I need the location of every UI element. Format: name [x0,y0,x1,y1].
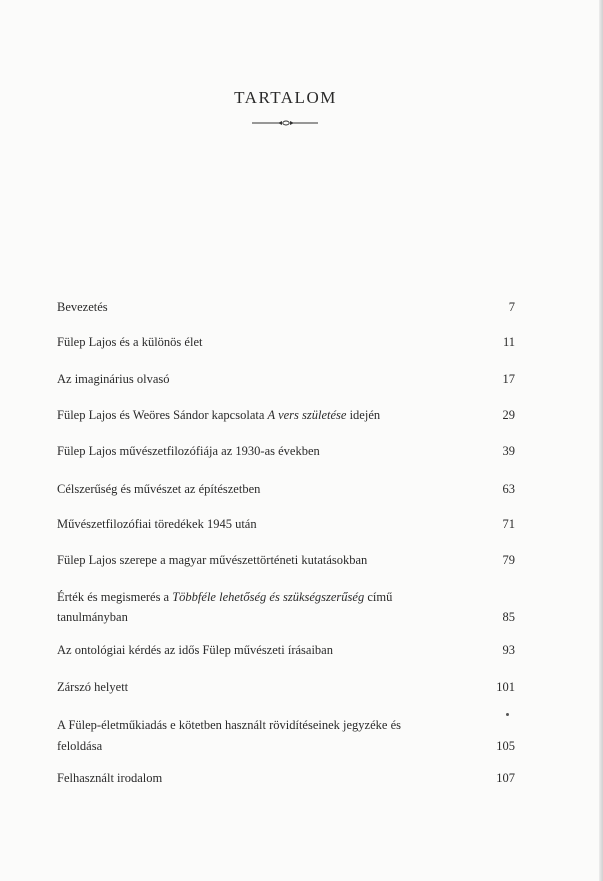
toc-entry [57,715,515,757]
toc-entry-title-italic: A vers születése [267,408,347,422]
toc-entry-title-part: A Fülep-életműkiadás e kötetben használt rövidítéseinek jegyzéke és feloldása [57,718,401,753]
toc-entry-title-part: Célszerűség és művészet az építészetben [57,482,261,496]
title-ornament-icon [252,118,318,128]
toc-entry-title-part: Fülep Lajos és Weöres Sándor kapcsolata [57,408,268,422]
toc-entry-title-part: című tanulmányban [57,590,393,624]
toc-entry-page-number: 85 [502,610,515,624]
toc-entry-page-number: 7 [508,300,515,314]
toc-entry-title-part: Az imaginárius olvasó [57,372,170,386]
toc-entry [57,407,515,424]
print-speck [506,713,509,716]
toc-entry-title [57,334,437,351]
toc-entry [57,679,515,696]
toc-entry-title-part: Fülep Lajos és a különös élet [57,335,203,349]
toc-entry-title [57,407,437,424]
toc-entry [57,770,515,787]
toc-entry-title [57,371,437,388]
toc-entry-page-number: 79 [502,553,515,567]
toc-entry-title [57,770,437,787]
toc-entry [57,552,515,569]
toc-entry-title-part: Zárszó helyett [57,680,129,694]
toc-entry-title-part: Fülep Lajos szerepe a magyar művészettörténeti kutatásokban [57,553,368,567]
toc-entry-title [57,516,437,533]
toc-entry [57,334,515,351]
toc-entry-title-italic: Többféle lehetőség és szükségszerűség [172,590,365,604]
toc-entry-page-number: 29 [502,408,515,422]
toc-entry-page-number: 39 [502,444,515,458]
toc-entry [57,587,515,627]
toc-entry-title [57,481,437,498]
toc-entry-title-part: Felhasznált irodalom [57,771,163,785]
toc-entry-title-part: Bevezetés [57,300,108,314]
toc-entry-title [57,587,397,627]
toc-entry [57,516,515,533]
toc-entry-title-part: Érték és megismerés a [57,590,173,604]
toc-entry-page-number: 17 [502,372,515,386]
toc-entry [57,299,515,316]
toc-entry-title [57,679,437,696]
toc-entry-title-part: idején [346,408,381,422]
toc-entry-page-number: 101 [496,680,515,694]
toc-entry-title [57,299,437,316]
toc-entry-title-part: Az ontológiai kérdés az idős Fülep művészeti írásaiban [57,643,333,657]
toc-entry-page-number: 105 [496,739,515,753]
toc-entry-page-number: 11 [502,335,515,349]
toc-entry [57,443,515,460]
toc-entry-page-number: 71 [502,517,515,531]
toc-entry-page-number: 93 [502,643,515,657]
toc-entry-title [57,443,437,460]
toc-entry-title [57,715,407,757]
toc-entry-title-part: Művészetfilozófiai töredékek 1945 után [57,517,257,531]
toc-entry-title [57,552,437,569]
toc-entry-page-number: 63 [502,482,515,496]
page-title: TARTALOM [234,88,337,107]
toc-entry [57,371,515,388]
toc-entry-page-number: 107 [496,771,515,785]
toc-entry [57,481,515,498]
toc-entry-title-part: Fülep Lajos művészetfilozófiája az 1930-as években [57,444,320,458]
page-edge-shadow [599,0,603,881]
toc-entry-title [57,642,437,659]
toc-entry [57,642,515,659]
